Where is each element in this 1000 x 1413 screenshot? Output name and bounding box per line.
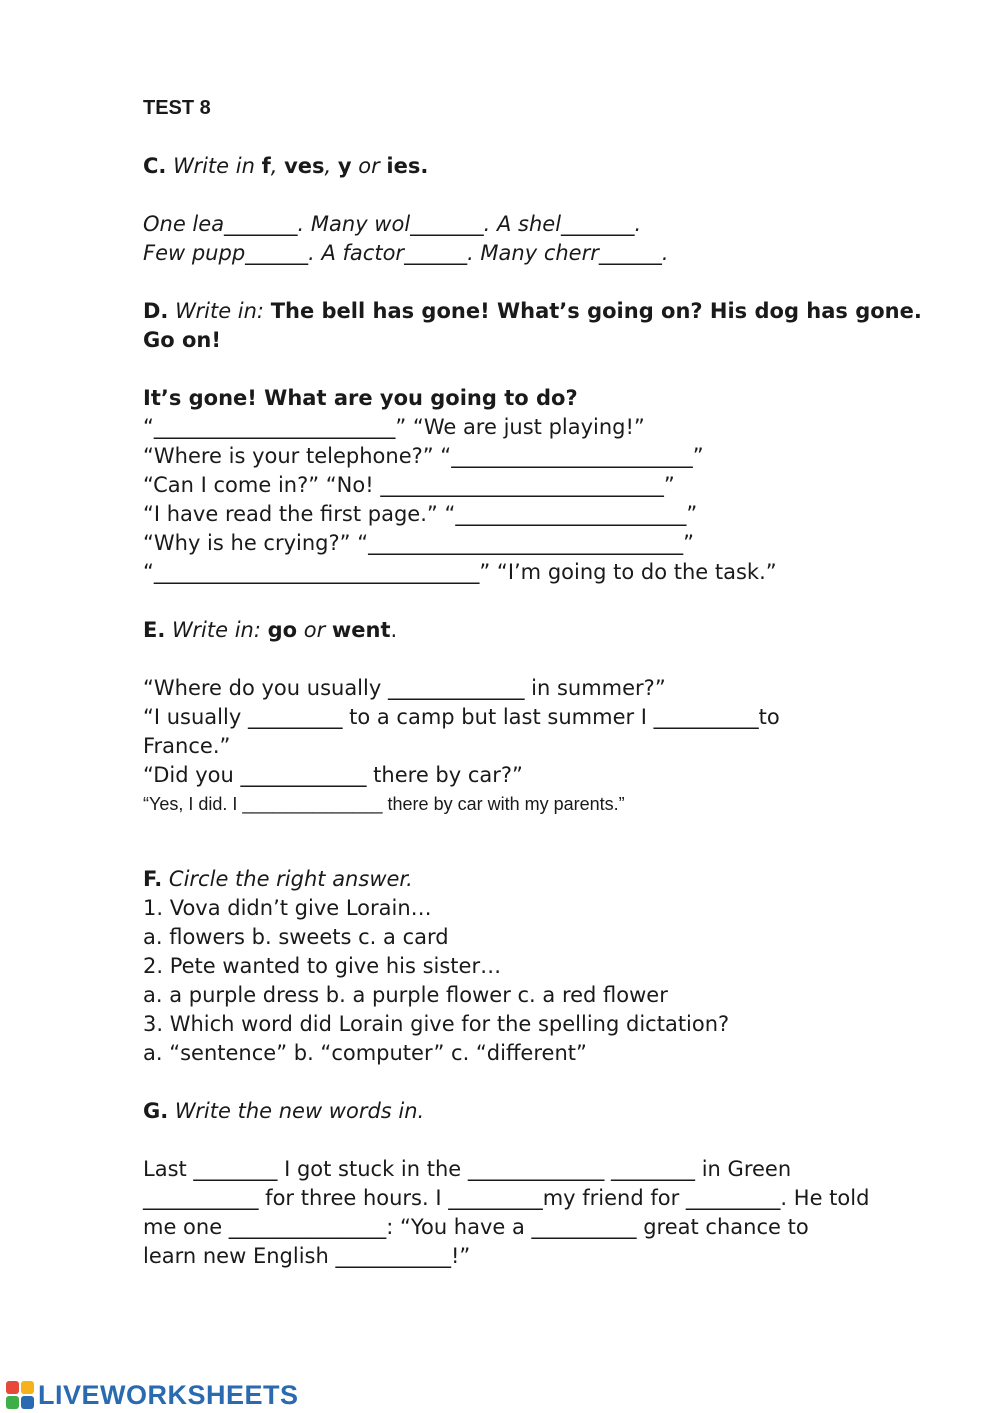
- section-d-phrases: It’s gone! What are you going to do?: [143, 386, 578, 410]
- section-c-exercise-line: One lea_______. Many wol_______. A shel_______.: [143, 212, 642, 236]
- answer-options: a. a purple dress b. a purple flower c. a red flower: [143, 983, 668, 1007]
- section-e-letter: E.: [143, 618, 166, 642]
- section-f-letter: F.: [143, 867, 163, 891]
- test-title: TEST 8: [143, 97, 211, 119]
- section-e-instruction: E. Write in: go or went.: [143, 618, 398, 642]
- liveworksheets-logo-text: LIVEWORKSHEETS: [38, 1379, 299, 1410]
- question-line: 2. Pete wanted to give his sister…: [143, 954, 502, 978]
- dialogue-line: “Where is your telephone?” “_______________________”: [143, 444, 704, 468]
- section-c-instruction: C. Write in f, ves, y or ies.: [143, 154, 429, 178]
- worksheet: [143, 94, 943, 1271]
- paragraph-line: Last ________ I got stuck in the _____________ ________ in Green: [143, 1157, 792, 1181]
- section-g-instruction: G. Write the new words in.: [143, 1099, 425, 1123]
- paragraph-line: learn new English ___________!”: [143, 1244, 471, 1268]
- paragraph-line: me one _______________: “You have a __________ great chance to: [143, 1215, 809, 1239]
- dialogue-line: “_______________________________” “I’m going to do the task.”: [143, 560, 777, 584]
- section-c-letter: C.: [143, 154, 167, 178]
- exercise-line-small: “Yes, I did. I ______________ there by car with my parents.”: [143, 794, 625, 814]
- liveworksheets-footer: [6, 1378, 299, 1412]
- answer-options: a. “sentence” b. “computer” c. “different”: [143, 1041, 587, 1065]
- dialogue-line: “I have read the first page.” “______________________”: [143, 502, 698, 526]
- section-g-letter: G.: [143, 1099, 169, 1123]
- section-d-letter: D.: [143, 299, 169, 323]
- exercise-line: “Did you ____________ there by car?”: [143, 763, 523, 787]
- exercise-line: “Where do you usually _____________ in summer?”: [143, 676, 666, 700]
- exercise-line: France.”: [143, 734, 231, 758]
- question-line: 1. Vova didn’t give Lorain…: [143, 896, 432, 920]
- paragraph-line: ___________ for three hours. I _________my friend for _________. He told: [143, 1186, 870, 1210]
- question-line: 3. Which word did Lorain give for the spelling dictation?: [143, 1012, 730, 1036]
- section-c-exercise-line: Few pupp______. A factor______. Many cherr______.: [143, 241, 669, 265]
- answer-options: a. flowers b. sweets c. a card: [143, 925, 449, 949]
- exercise-line: “I usually _________ to a camp but last summer I __________to: [143, 705, 780, 729]
- liveworksheets-logo-icon: [6, 1381, 34, 1409]
- dialogue-line: “Why is he crying?” “______________________________”: [143, 531, 694, 555]
- dialogue-line: “_______________________” “We are just playing!”: [143, 415, 645, 439]
- section-d-instruction-cont: Go on!: [143, 328, 221, 352]
- dialogue-line: “Can I come in?” “No! ___________________________”: [143, 473, 675, 497]
- section-f-instruction: F. Circle the right answer.: [143, 867, 413, 891]
- section-d-instruction: D. Write in: The bell has gone! What’s going on? His dog has gone.: [143, 299, 922, 323]
